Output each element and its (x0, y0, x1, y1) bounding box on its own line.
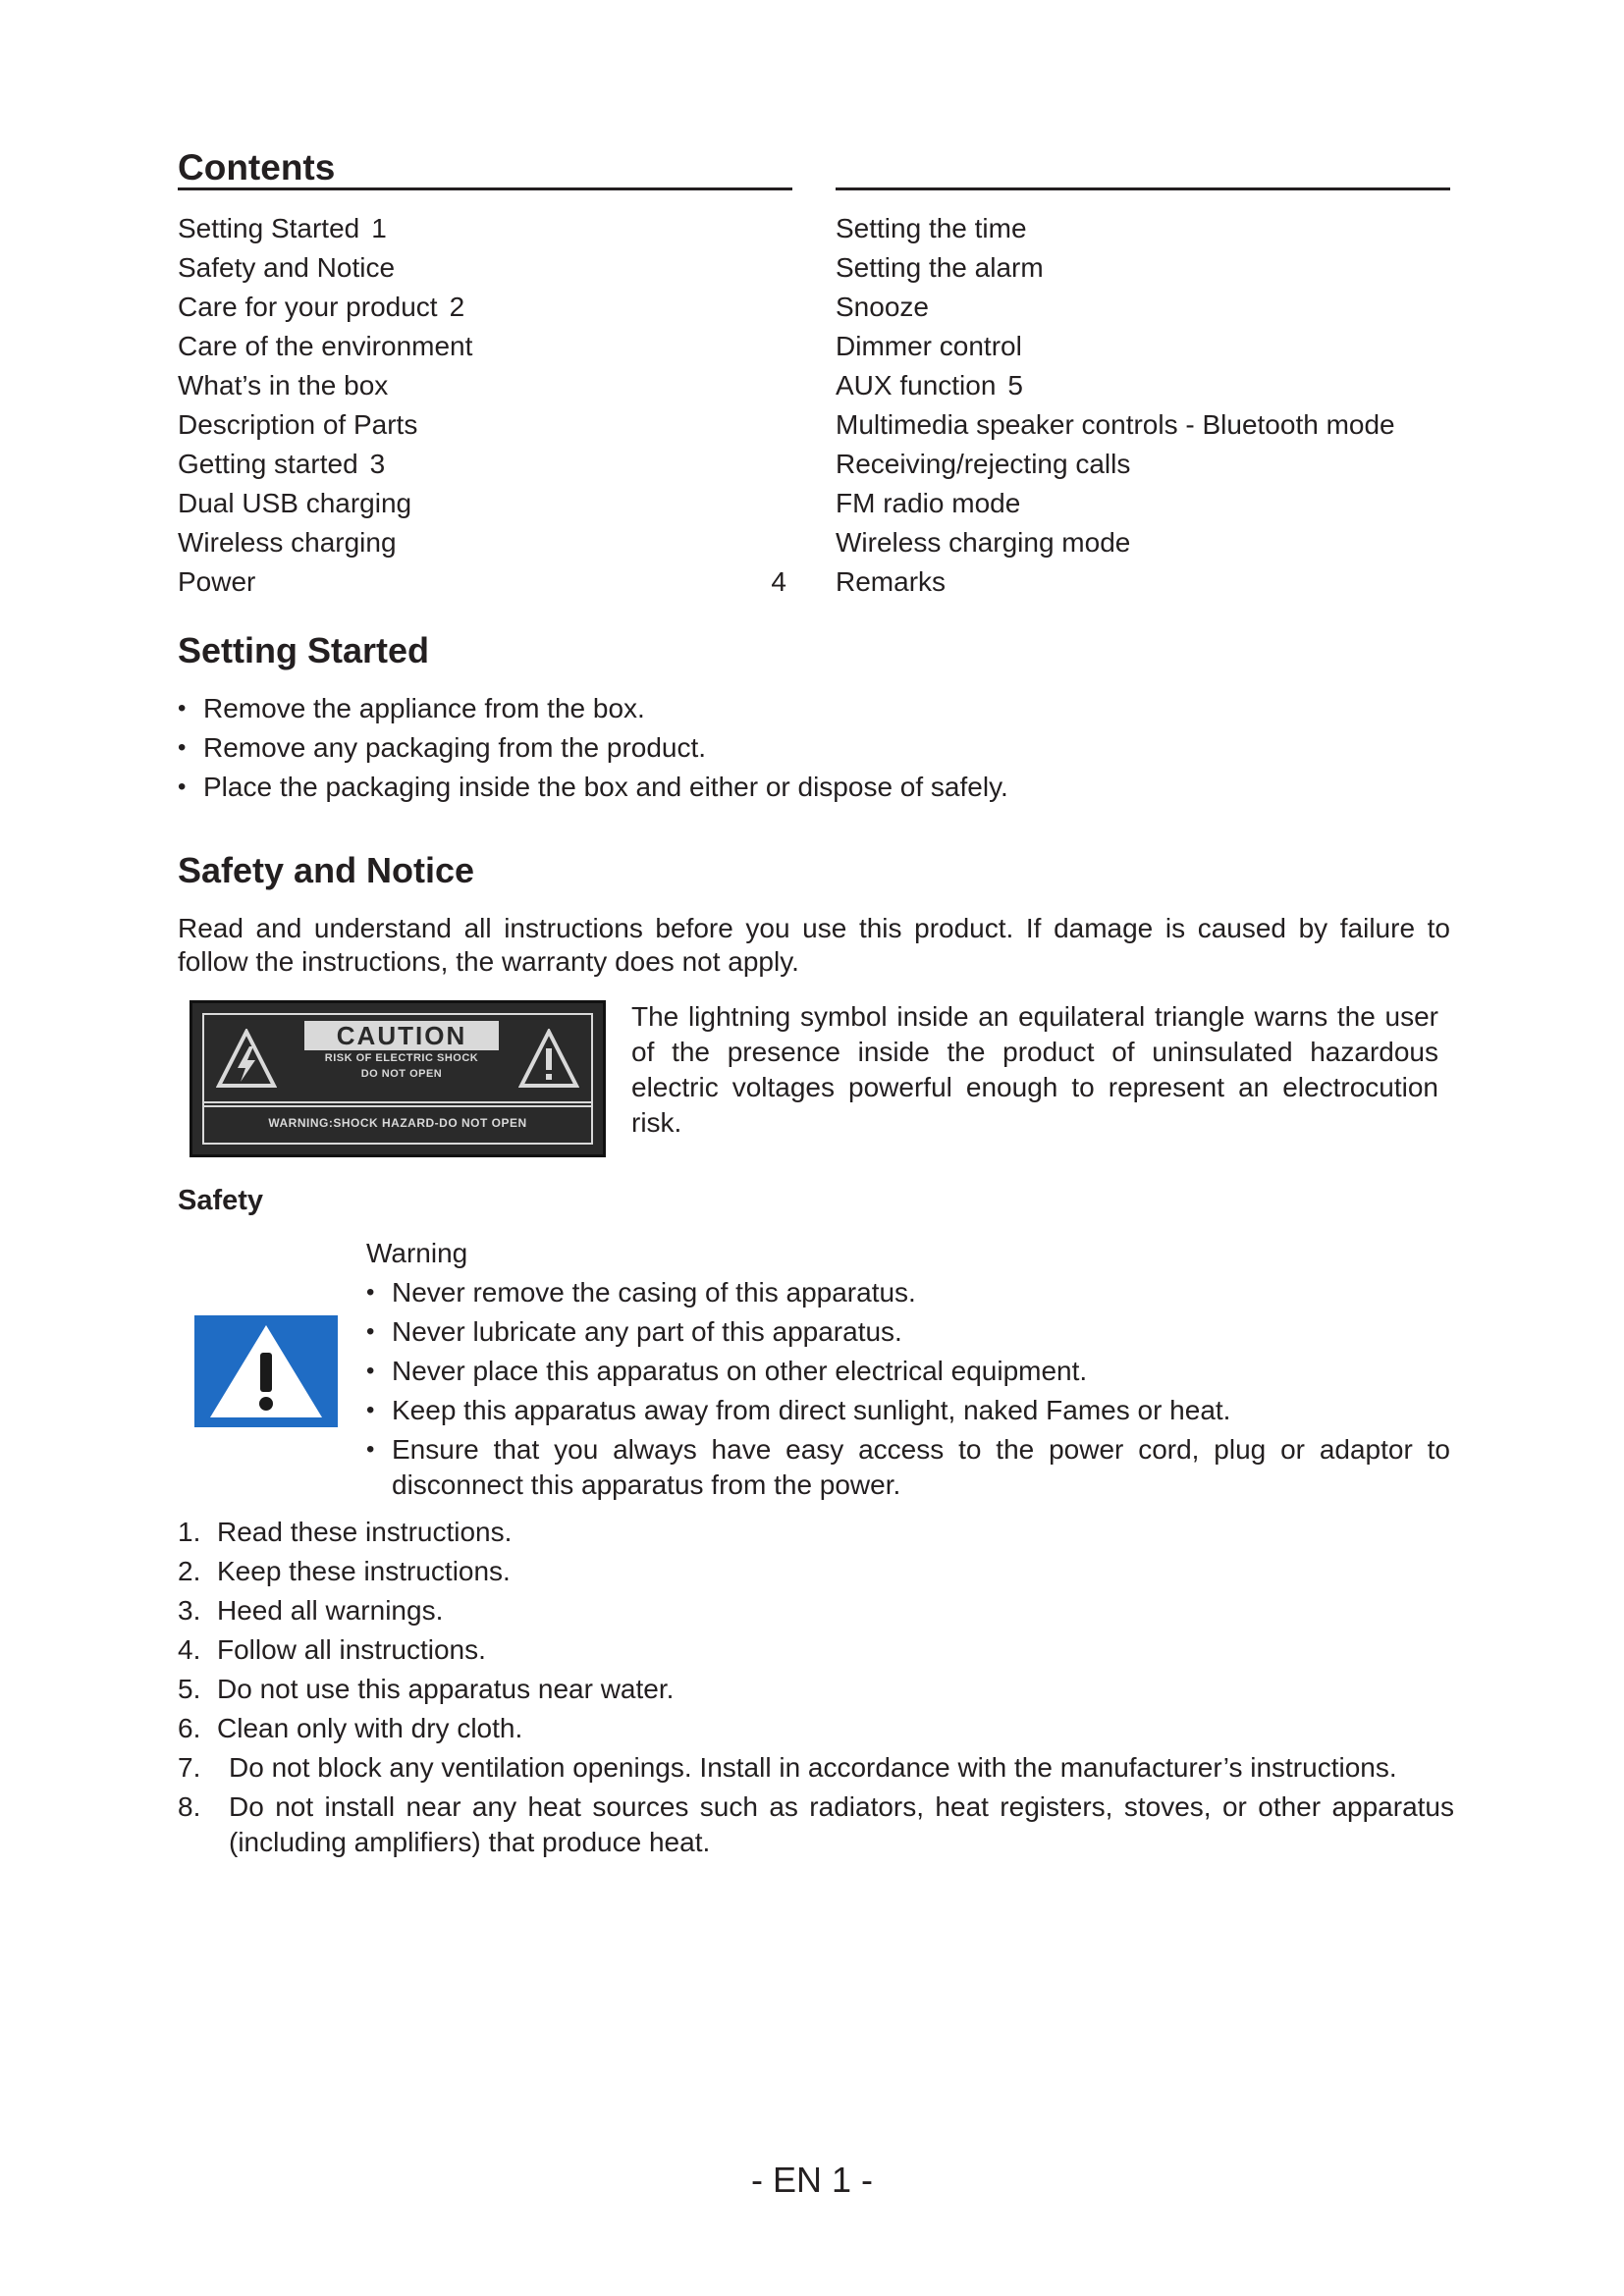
warning-label: Warning (366, 1238, 468, 1268)
setting-started-heading: Setting Started (178, 630, 430, 670)
toc-item[interactable]: Getting started 3 (178, 449, 386, 479)
list-item: 3. Heed all warnings. (178, 1595, 444, 1626)
toc-item[interactable]: Setting the time (836, 213, 1027, 243)
toc-item[interactable]: What’s in the box (178, 370, 389, 400)
toc-right-column (836, 209, 1464, 602)
caution-line: DO NOT OPEN (360, 1068, 443, 1080)
toc-item[interactable]: Snooze (836, 292, 929, 322)
toc-item[interactable]: Setting the alarm (836, 252, 1044, 283)
warning-list (366, 1273, 1450, 1503)
toc-item[interactable]: Remarks (836, 566, 947, 597)
toc-item[interactable]: Description of Parts (178, 409, 418, 440)
toc-item[interactable]: Care for your product 2 (178, 292, 465, 322)
list-item: 8. Do not install near any heat sources such as radiators, heat registers, stoves, or other apparatus (including amplifiers) that produce heat. (178, 1791, 1454, 1857)
list-item: • Keep this apparatus away from direct sunlight, naked Fames or heat. (366, 1391, 1450, 1430)
exclamation-warning-icon (194, 1315, 338, 1427)
toc-item[interactable]: Setting Started 1 (178, 213, 387, 243)
instructions-list (178, 1515, 1454, 1864)
safety-notice-heading: Safety and Notice (178, 850, 475, 890)
setting-started-list (178, 689, 1454, 807)
lightning-symbol-text: The lightning symbol inside an equilateral triangle warns the user of the presence inside the product of uninsulated hazardous electric voltages powerful enough to represent an electrocution risk. (631, 1001, 1438, 1138)
safety-heading: Safety (178, 1185, 264, 1216)
toc-item[interactable]: Wireless charging mode (836, 527, 1131, 558)
toc-item[interactable]: Receiving/rejecting calls (836, 449, 1131, 479)
toc-item[interactable]: FM radio mode (836, 488, 1021, 518)
list-item: • Place the packaging inside the box and either or dispose of safely. (178, 768, 1454, 807)
list-item: 6. Clean only with dry cloth. (178, 1713, 523, 1743)
toc-item[interactable]: AUX function 5 (836, 370, 1023, 400)
warning-sign-image (194, 1315, 338, 1427)
caution-title: CAUTION (304, 1021, 499, 1050)
list-item: • Remove any packaging from the product. (178, 728, 1454, 768)
list-item: 7. Do not block any ventilation openings. Install in accordance with the manufacturer’s instructions. (178, 1752, 1397, 1783)
safety-notice-intro: Read and understand all instructions before you use this product. If damage is caused by failure to follow the instructions, the warranty does not apply. (178, 913, 1450, 977)
list-item: • Never remove the casing of this apparatus. (366, 1273, 1450, 1312)
toc-item[interactable]: Care of the environment (178, 331, 473, 361)
list-item: • Never place this apparatus on other electrical equipment. (366, 1352, 1450, 1391)
toc-page-number: 2 (449, 292, 465, 322)
list-item: • Remove the appliance from the box. (178, 689, 1454, 728)
caution-warning-strip: WARNING:SHOCK HAZARD-DO NOT OPEN (202, 1101, 593, 1145)
toc-page-number: 3 (369, 449, 386, 479)
list-item: 1. Read these instructions. (178, 1517, 513, 1547)
caution-label-image (189, 1000, 606, 1157)
contents-title: Contents (178, 147, 336, 187)
list-item: • Ensure that you always have easy access to the power cord, plug or adaptor to disconnect this apparatus from the power. (366, 1432, 1450, 1503)
caution-text-box (304, 1021, 499, 1097)
toc-item[interactable]: Dual USB charging (178, 488, 412, 518)
toc-divider-right (836, 187, 1450, 190)
toc-item[interactable]: Power 4 (178, 562, 792, 602)
toc-item[interactable]: Wireless charging (178, 527, 397, 558)
list-item: • Never lubricate any part of this apparatus. (366, 1312, 1450, 1352)
toc-item[interactable]: Dimmer control (836, 331, 1022, 361)
toc-page-number: 4 (771, 566, 786, 597)
page-number-footer: - EN 1 - (750, 2160, 873, 2200)
toc-page-number: 1 (371, 213, 387, 243)
list-item: 2. Keep these instructions. (178, 1556, 511, 1586)
caution-line: RISK OF ELECTRIC SHOCK (324, 1052, 479, 1064)
electric-shock-triangle-icon (216, 1029, 277, 1090)
toc-left-column (178, 209, 792, 602)
toc-divider-left (178, 187, 792, 190)
exclamation-triangle-icon (518, 1029, 579, 1090)
list-item: 4. Follow all instructions. (178, 1634, 486, 1665)
toc-page-number: 5 (1007, 370, 1023, 400)
toc-item[interactable]: Multimedia speaker controls - Bluetooth mode (836, 409, 1395, 440)
toc-item[interactable]: Safety and Notice (178, 252, 396, 283)
list-item: 5. Do not use this apparatus near water. (178, 1674, 675, 1704)
